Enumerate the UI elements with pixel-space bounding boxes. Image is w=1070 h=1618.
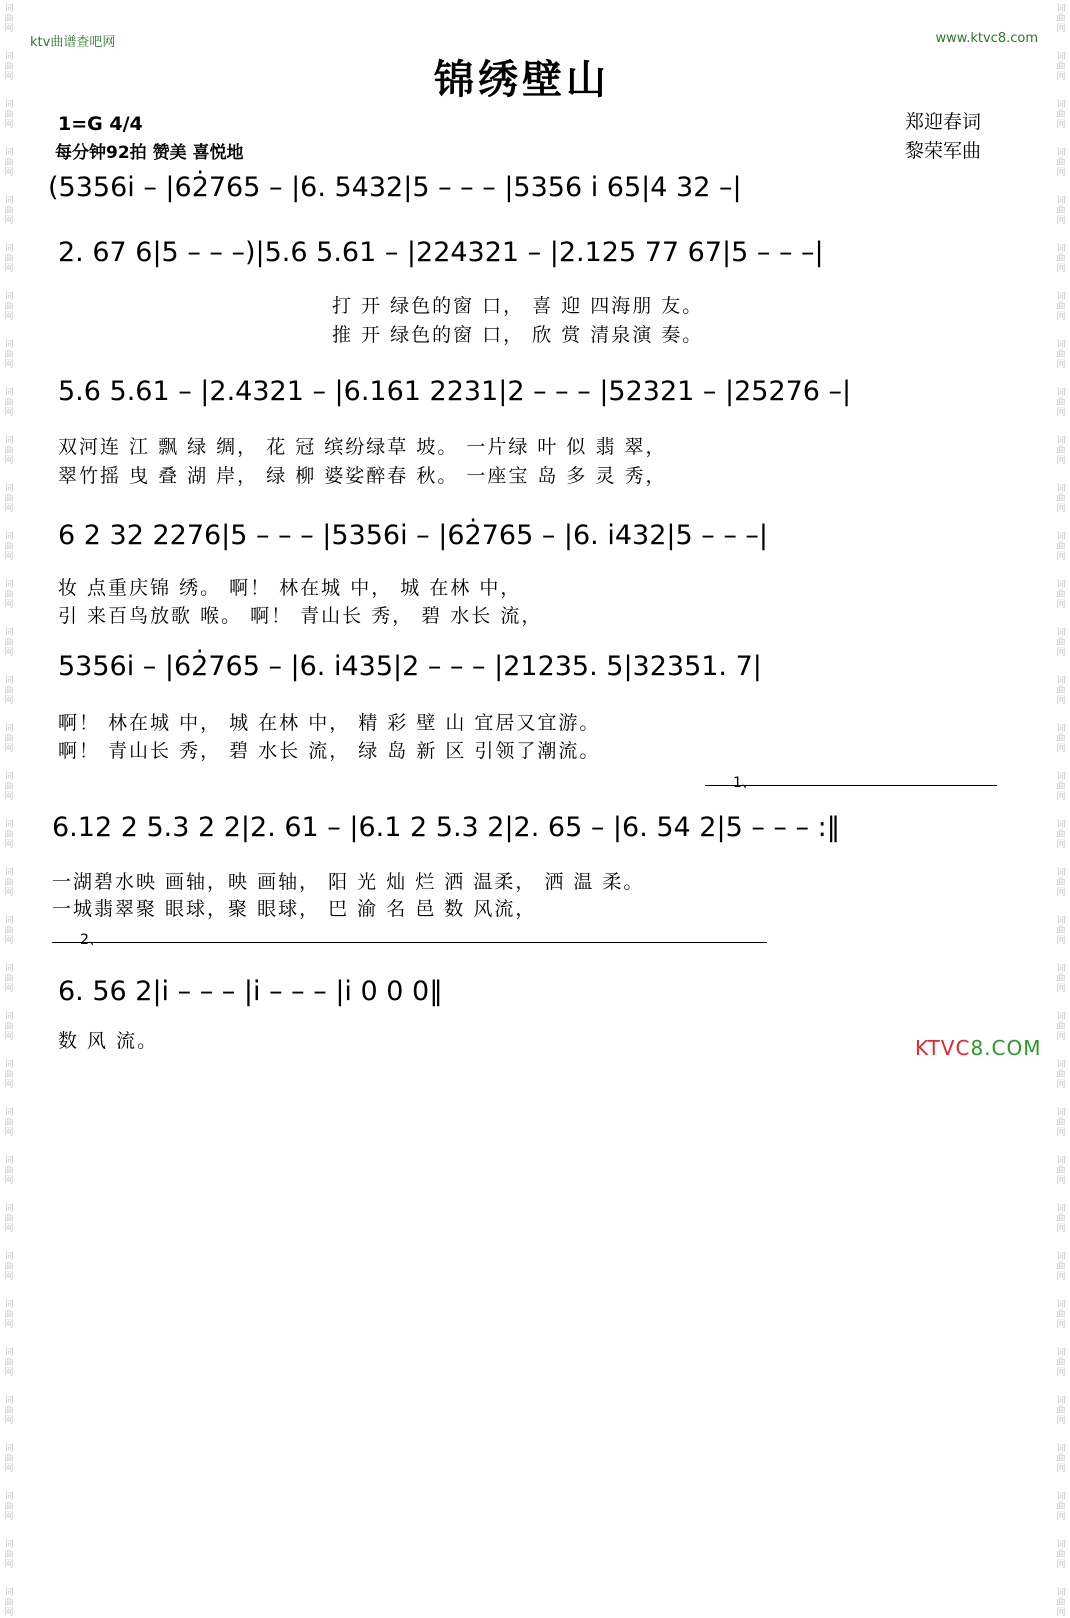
watermark-text: 词 曲 网 [4, 436, 14, 466]
song-title: 锦绣壁山 [434, 56, 610, 103]
watermark-text: 词 曲 网 [4, 868, 14, 898]
ktvc8-logo: KTVC8.COM [915, 1036, 1042, 1060]
watermark-text: 词 曲 网 [4, 1060, 14, 1090]
watermark-text: 词 曲 网 [4, 292, 14, 322]
score-line-6: 6.12 2 5.3 2 2|2. 61 – |6.1 2 5.3 2|2. 65 – |6. 54 2|5 – – – :‖ [52, 812, 841, 843]
lyric-line-5a: 啊！ 林在城 中， 城 在林 中， 精 彩 壁 山 宜居又宜游。 [58, 712, 601, 734]
watermark-text: 词 曲 网 [4, 772, 14, 802]
watermark-text: 词 曲 网 [1056, 1492, 1066, 1522]
composer-credit: 黎荣军曲 [905, 140, 982, 162]
watermark-text: 词 曲 网 [4, 1204, 14, 1234]
volta-bracket-2 [52, 932, 767, 948]
watermark-right [1052, 0, 1070, 1618]
watermark-text: 词 曲 网 [1056, 1588, 1066, 1618]
watermark-text: 词 曲 网 [4, 1252, 14, 1282]
watermark-text: 词 曲 网 [1056, 628, 1066, 658]
watermark-text: 词 曲 网 [1056, 820, 1066, 850]
watermark-text: 词 曲 网 [4, 1444, 14, 1474]
watermark-text: 词 曲 网 [4, 676, 14, 706]
watermark-text: 词 曲 网 [4, 1540, 14, 1570]
score-line-4: 6 2 32 2276|5 – – – |5356i̇ – |62̇765 – |6. i̇432|5 – – –| [58, 520, 769, 551]
volta-label-2: 2、 [80, 932, 103, 948]
watermark-text: 词 曲 网 [4, 1396, 14, 1426]
watermark-text: 词 曲 网 [4, 1156, 14, 1186]
volta-label-1: 1、 [733, 775, 756, 791]
score-line-2: 2. 67 6|5 – – –)|5.6 5.61 – |224321 – |2.125 77 67|5 – – –| [58, 237, 824, 268]
watermark-left [0, 0, 18, 1618]
watermark-text: 词 曲 网 [1056, 4, 1066, 34]
lyricist-credit: 郑迎春词 [905, 111, 982, 133]
tempo-marking: 每分钟92拍 赞美 喜悦地 [55, 143, 244, 163]
lyric-line-2b: 推 开 绿色的窗 口， 欣 赏 清泉演 奏。 [332, 324, 704, 346]
lyric-line-6b: 一城翡翠聚 眼球，聚 眼球， 巴 渝 名 邑 数 风流， [52, 898, 537, 920]
watermark-text: 词 曲 网 [1056, 244, 1066, 274]
watermark-text: 词 曲 网 [1056, 484, 1066, 514]
watermark-text: 词 曲 网 [4, 1348, 14, 1378]
watermark-text: 词 曲 网 [1056, 1300, 1066, 1330]
watermark-text: 词 曲 网 [1056, 1204, 1066, 1234]
lyric-line-2a: 打 开 绿色的窗 口， 喜 迎 四海朋 友。 [332, 295, 704, 317]
watermark-text: 词 曲 网 [4, 196, 14, 226]
watermark-text: 词 曲 网 [1056, 436, 1066, 466]
watermark-text: 词 曲 网 [1056, 676, 1066, 706]
watermark-text: 词 曲 网 [4, 148, 14, 178]
watermark-text: 词 曲 网 [1056, 964, 1066, 994]
score-line-7: 6. 56 2|i̇ – – – |i̇ – – – |i̇ 0 0 0‖ [58, 976, 443, 1007]
watermark-text: 词 曲 网 [4, 628, 14, 658]
lyric-line-4b: 引 来百鸟放歌 喉。 啊！ 青山长 秀， 碧 水长 流， [58, 605, 543, 627]
key-meter: 1=G 4/4 [58, 113, 143, 135]
watermark-text: 词 曲 网 [4, 580, 14, 610]
watermark-text: 词 曲 网 [1056, 1348, 1066, 1378]
watermark-text: 词 曲 网 [4, 1492, 14, 1522]
watermark-text: 词 曲 网 [1056, 52, 1066, 82]
lyric-line-5b: 啊！ 青山长 秀， 碧 水长 流， 绿 岛 新 区 引领了潮流。 [58, 740, 601, 762]
watermark-text: 词 曲 网 [1056, 1444, 1066, 1474]
watermark-text: 词 曲 网 [1056, 724, 1066, 754]
watermark-text: 词 曲 网 [1056, 1012, 1066, 1042]
score-line-3: 5.6 5.61 – |2.4321 – |6.161 2231|2 – – – |52321 – |25276 –| [58, 376, 852, 407]
watermark-text: 词 曲 网 [1056, 772, 1066, 802]
watermark-text: 词 曲 网 [1056, 100, 1066, 130]
watermark-text: 词 曲 网 [4, 52, 14, 82]
watermark-text: 词 曲 网 [1056, 388, 1066, 418]
watermark-text: 词 曲 网 [1056, 196, 1066, 226]
site-url-right: www.ktvc8.com [935, 31, 1038, 46]
watermark-text: 词 曲 网 [1056, 580, 1066, 610]
watermark-text: 词 曲 网 [1056, 868, 1066, 898]
watermark-text: 词 曲 网 [1056, 1156, 1066, 1186]
watermark-text: 词 曲 网 [1056, 1108, 1066, 1138]
watermark-text: 词 曲 网 [4, 820, 14, 850]
site-name-left: ktv曲谱查吧网 [30, 35, 116, 50]
watermark-text: 词 曲 网 [4, 1108, 14, 1138]
watermark-text: 词 曲 网 [4, 100, 14, 130]
watermark-text: 词 曲 网 [4, 724, 14, 754]
watermark-text: 词 曲 网 [1056, 148, 1066, 178]
watermark-text: 词 曲 网 [1056, 532, 1066, 562]
watermark-text: 词 曲 网 [4, 340, 14, 370]
watermark-text: 词 曲 网 [4, 484, 14, 514]
watermark-text: 词 曲 网 [4, 1300, 14, 1330]
score-line-1: (5356i̇ – |62̇765 – |6. 5432|5 – – – |5356 i̇ 65|4 32 –| [48, 172, 742, 203]
watermark-text: 词 曲 网 [4, 244, 14, 274]
lyric-line-4a: 妆 点重庆锦 绣。 啊！ 林在城 中， 城 在林 中， [58, 577, 522, 599]
watermark-text: 词 曲 网 [1056, 1396, 1066, 1426]
watermark-text: 词 曲 网 [1056, 292, 1066, 322]
watermark-text: 词 曲 网 [4, 964, 14, 994]
watermark-text: 词 曲 网 [1056, 916, 1066, 946]
lyric-line-6a: 一湖碧水映 画轴，映 画轴， 阳 光 灿 烂 洒 温柔， 洒 温 柔。 [52, 871, 645, 893]
watermark-text: 词 曲 网 [4, 388, 14, 418]
lyric-line-7: 数 风 流。 [58, 1030, 159, 1052]
score-line-5: 5356i̇ – |62̇765 – |6. i̇435|2 – – – |21235. 5|32351. 7| [58, 651, 762, 682]
lyric-line-3b: 翠竹摇 曳 叠 湖 岸， 绿 柳 婆娑醉春 秋。 一座宝 岛 多 灵 秀， [58, 465, 667, 487]
watermark-text: 词 曲 网 [1056, 1540, 1066, 1570]
watermark-text: 词 曲 网 [4, 4, 14, 34]
watermark-text: 词 曲 网 [4, 1588, 14, 1618]
watermark-text: 词 曲 网 [1056, 1060, 1066, 1090]
watermark-text: 词 曲 网 [4, 1012, 14, 1042]
watermark-text: 词 曲 网 [1056, 1252, 1066, 1282]
lyric-line-3a: 双河连 江 飘 绿 绸， 花 冠 缤纷绿草 坡。 一片绿 叶 似 翡 翠， [58, 436, 667, 458]
volta-bracket-1 [705, 775, 997, 791]
watermark-text: 词 曲 网 [4, 916, 14, 946]
watermark-text: 词 曲 网 [4, 532, 14, 562]
watermark-text: 词 曲 网 [1056, 340, 1066, 370]
